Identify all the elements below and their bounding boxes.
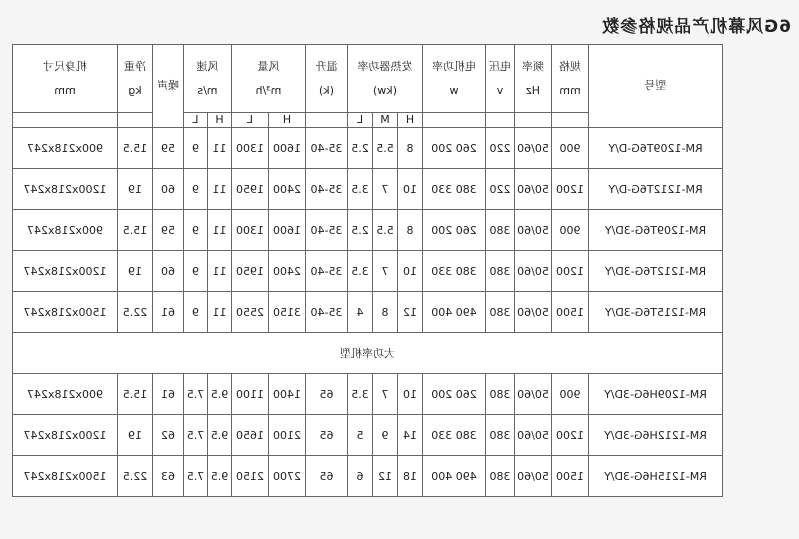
header-size: 机身尺寸 mm bbox=[12, 45, 117, 113]
heater-l-cell: 6 bbox=[347, 456, 372, 497]
heater-h-cell: 8 bbox=[398, 128, 423, 169]
model-cell: RM-1212H6G-3D/Y bbox=[589, 415, 723, 456]
heater-h-cell: 10 bbox=[398, 251, 423, 292]
motor-power-cell: 490 400 bbox=[423, 456, 486, 497]
sub-header-heater-h: H bbox=[398, 113, 423, 128]
model-cell: RM-1212T6G-3D/Y bbox=[589, 251, 723, 292]
speed-l-cell: 9 bbox=[183, 128, 207, 169]
spec-cell: 1200 bbox=[552, 415, 589, 456]
table-row bbox=[12, 210, 722, 251]
airflow-l-cell: 2150 bbox=[231, 456, 268, 497]
heater-h-cell: 10 bbox=[398, 169, 423, 210]
motor-power-cell: 380 330 bbox=[423, 415, 486, 456]
freq-cell: 50/60 bbox=[515, 415, 552, 456]
speed-l-cell: 9 bbox=[183, 210, 207, 251]
airflow-l-cell: 1950 bbox=[231, 251, 268, 292]
speed-l-cell: 9 bbox=[183, 292, 207, 333]
heater-m-cell: 7 bbox=[373, 251, 398, 292]
temp-rise-cell: 65 bbox=[305, 374, 347, 415]
noise-cell: 62 bbox=[152, 415, 183, 456]
heater-h-cell: 14 bbox=[398, 415, 423, 456]
heater-l-cell: 3.5 bbox=[347, 374, 372, 415]
airflow-l-cell: 1300 bbox=[231, 128, 268, 169]
weight-cell: 22.5 bbox=[117, 292, 152, 333]
header-spec: 规格 mm bbox=[552, 45, 589, 113]
temp-rise-cell: 35-40 bbox=[305, 128, 347, 169]
header-noise: 噪声 bbox=[152, 45, 183, 128]
noise-cell: 60 bbox=[152, 169, 183, 210]
model-cell: RM-1209T6G-D/Y bbox=[589, 128, 723, 169]
heater-h-cell: 10 bbox=[398, 374, 423, 415]
heater-m-cell: 12 bbox=[373, 456, 398, 497]
spec-cell: 1500 bbox=[552, 292, 589, 333]
motor-power-cell: 260 200 bbox=[423, 128, 486, 169]
voltage-cell: 380 bbox=[486, 251, 515, 292]
airflow-h-cell: 2700 bbox=[268, 456, 305, 497]
header-weight: 净重 kg bbox=[117, 45, 152, 113]
airflow-h-cell: 3150 bbox=[268, 292, 305, 333]
size-cell: 900x218x247 bbox=[12, 210, 117, 251]
freq-cell: 50/60 bbox=[515, 169, 552, 210]
sub-header-airflow-l: L bbox=[231, 113, 268, 128]
heater-m-cell: 7 bbox=[373, 169, 398, 210]
speed-l-cell: 7.5 bbox=[183, 415, 207, 456]
temp-rise-cell: 65 bbox=[305, 456, 347, 497]
motor-power-cell: 490 400 bbox=[423, 292, 486, 333]
airflow-l-cell: 2550 bbox=[231, 292, 268, 333]
sub-header-blank bbox=[12, 113, 117, 128]
voltage-cell: 380 bbox=[486, 415, 515, 456]
table-row bbox=[12, 128, 722, 169]
heater-l-cell: 3.5 bbox=[347, 169, 372, 210]
sub-header-speed-l: L bbox=[183, 113, 207, 128]
size-cell: 900x218x247 bbox=[12, 374, 117, 415]
sub-header-heater-m: M bbox=[373, 113, 398, 128]
freq-cell: 50/60 bbox=[515, 374, 552, 415]
freq-cell: 50/60 bbox=[515, 456, 552, 497]
noise-cell: 61 bbox=[152, 374, 183, 415]
noise-cell: 60 bbox=[152, 251, 183, 292]
section-label: 大功率机型 bbox=[12, 333, 722, 374]
heater-m-cell: 5.5 bbox=[373, 128, 398, 169]
header-motor-power: 电机功率 w bbox=[423, 45, 486, 113]
weight-cell: 22.5 bbox=[117, 456, 152, 497]
size-cell: 1200x218x247 bbox=[12, 415, 117, 456]
temp-rise-cell: 65 bbox=[305, 415, 347, 456]
noise-cell: 61 bbox=[152, 292, 183, 333]
voltage-cell: 380 bbox=[486, 292, 515, 333]
speed-l-cell: 7.5 bbox=[183, 456, 207, 497]
sub-header-blank bbox=[423, 113, 486, 128]
airflow-h-cell: 2100 bbox=[268, 415, 305, 456]
size-cell: 1500x218x247 bbox=[12, 456, 117, 497]
noise-cell: 59 bbox=[152, 128, 183, 169]
temp-rise-cell: 35-40 bbox=[305, 292, 347, 333]
speed-h-cell: 11 bbox=[207, 251, 231, 292]
airflow-l-cell: 1950 bbox=[231, 169, 268, 210]
sub-header-blank bbox=[486, 113, 515, 128]
model-cell: RM-1215T6G-3D/Y bbox=[589, 292, 723, 333]
header-airflow: 风量 m³/h bbox=[231, 45, 305, 113]
speed-h-cell: 9.5 bbox=[207, 456, 231, 497]
heater-m-cell: 9 bbox=[373, 415, 398, 456]
airflow-h-cell: 1600 bbox=[268, 128, 305, 169]
heater-m-cell: 7 bbox=[373, 374, 398, 415]
sub-header-blank bbox=[552, 113, 589, 128]
sub-header-speed-h: H bbox=[207, 113, 231, 128]
freq-cell: 50/60 bbox=[515, 128, 552, 169]
sub-header-airflow-h: H bbox=[268, 113, 305, 128]
speed-h-cell: 11 bbox=[207, 128, 231, 169]
header-model: 型号 bbox=[589, 45, 723, 128]
sub-header-blank bbox=[515, 113, 552, 128]
spec-cell: 1200 bbox=[552, 169, 589, 210]
weight-cell: 19 bbox=[117, 415, 152, 456]
airflow-h-cell: 1400 bbox=[268, 374, 305, 415]
model-cell: RM-1212T6G-D/Y bbox=[589, 169, 723, 210]
size-cell: 1500x218x247 bbox=[12, 292, 117, 333]
motor-power-cell: 260 200 bbox=[423, 210, 486, 251]
header-heater-power: 发热器功率 (kw) bbox=[347, 45, 422, 113]
sub-header-heater-l: L bbox=[347, 113, 372, 128]
table-body bbox=[12, 128, 722, 497]
size-cell: 1200x218x247 bbox=[12, 169, 117, 210]
heater-l-cell: 2.5 bbox=[347, 128, 372, 169]
voltage-cell: 380 bbox=[486, 374, 515, 415]
heater-h-cell: 8 bbox=[398, 210, 423, 251]
speed-h-cell: 11 bbox=[207, 292, 231, 333]
table-row bbox=[12, 169, 722, 210]
motor-power-cell: 380 330 bbox=[423, 251, 486, 292]
spec-cell: 900 bbox=[552, 374, 589, 415]
model-cell: RM-1215H6G-3D/Y bbox=[589, 456, 723, 497]
spec-cell: 900 bbox=[552, 210, 589, 251]
airflow-l-cell: 1300 bbox=[231, 210, 268, 251]
voltage-cell: 380 bbox=[486, 456, 515, 497]
weight-cell: 19 bbox=[117, 169, 152, 210]
header-air-speed: 风速 m/s bbox=[183, 45, 231, 113]
sub-header-blank bbox=[117, 113, 152, 128]
spec-cell: 1200 bbox=[552, 251, 589, 292]
airflow-h-cell: 1600 bbox=[268, 210, 305, 251]
motor-power-cell: 260 200 bbox=[423, 374, 486, 415]
document-title: 6G风幕机产品规格参数 bbox=[601, 17, 791, 37]
section-row bbox=[12, 333, 722, 374]
spec-table bbox=[12, 44, 723, 497]
speed-l-cell: 9 bbox=[183, 251, 207, 292]
voltage-cell: 380 bbox=[486, 210, 515, 251]
table-row bbox=[12, 292, 722, 333]
temp-rise-cell: 35-40 bbox=[305, 169, 347, 210]
heater-h-cell: 12 bbox=[398, 292, 423, 333]
spec-cell: 1500 bbox=[552, 456, 589, 497]
temp-rise-cell: 35-40 bbox=[305, 210, 347, 251]
speed-h-cell: 11 bbox=[207, 210, 231, 251]
model-cell: RM-1209T6G-3D/Y bbox=[589, 210, 723, 251]
noise-cell: 59 bbox=[152, 210, 183, 251]
voltage-cell: 220 bbox=[486, 128, 515, 169]
table-row bbox=[12, 251, 722, 292]
heater-m-cell: 8 bbox=[373, 292, 398, 333]
heater-l-cell: 5 bbox=[347, 415, 372, 456]
size-cell: 900x218x247 bbox=[12, 128, 117, 169]
temp-rise-cell: 35-40 bbox=[305, 251, 347, 292]
header-freq: 频率 Hz bbox=[515, 45, 552, 113]
size-cell: 1200x218x247 bbox=[12, 251, 117, 292]
table-row bbox=[12, 374, 722, 415]
heater-l-cell: 4 bbox=[347, 292, 372, 333]
freq-cell: 50/60 bbox=[515, 292, 552, 333]
weight-cell: 15.5 bbox=[117, 374, 152, 415]
header-voltage: 电压 v bbox=[486, 45, 515, 113]
speed-h-cell: 9.5 bbox=[207, 374, 231, 415]
spec-cell: 900 bbox=[552, 128, 589, 169]
weight-cell: 15.5 bbox=[117, 210, 152, 251]
table-row bbox=[12, 456, 722, 497]
heater-m-cell: 5.5 bbox=[373, 210, 398, 251]
header-temp-rise: 温升 (k) bbox=[305, 45, 347, 113]
model-cell: RM-1209H6G-3D/Y bbox=[589, 374, 723, 415]
weight-cell: 15.5 bbox=[117, 128, 152, 169]
speed-l-cell: 7.5 bbox=[183, 374, 207, 415]
freq-cell: 50/60 bbox=[515, 210, 552, 251]
motor-power-cell: 380 330 bbox=[423, 169, 486, 210]
airflow-h-cell: 2400 bbox=[268, 169, 305, 210]
voltage-cell: 220 bbox=[486, 169, 515, 210]
airflow-l-cell: 1650 bbox=[231, 415, 268, 456]
heater-l-cell: 3.5 bbox=[347, 251, 372, 292]
table-row bbox=[12, 415, 722, 456]
airflow-l-cell: 1100 bbox=[231, 374, 268, 415]
speed-h-cell: 9.5 bbox=[207, 415, 231, 456]
header-row bbox=[12, 45, 722, 113]
freq-cell: 50/60 bbox=[515, 251, 552, 292]
heater-l-cell: 2.5 bbox=[347, 210, 372, 251]
speed-l-cell: 9 bbox=[183, 169, 207, 210]
noise-cell: 63 bbox=[152, 456, 183, 497]
sub-header-blank bbox=[305, 113, 347, 128]
airflow-h-cell: 2400 bbox=[268, 251, 305, 292]
heater-h-cell: 18 bbox=[398, 456, 423, 497]
speed-h-cell: 11 bbox=[207, 169, 231, 210]
weight-cell: 19 bbox=[117, 251, 152, 292]
